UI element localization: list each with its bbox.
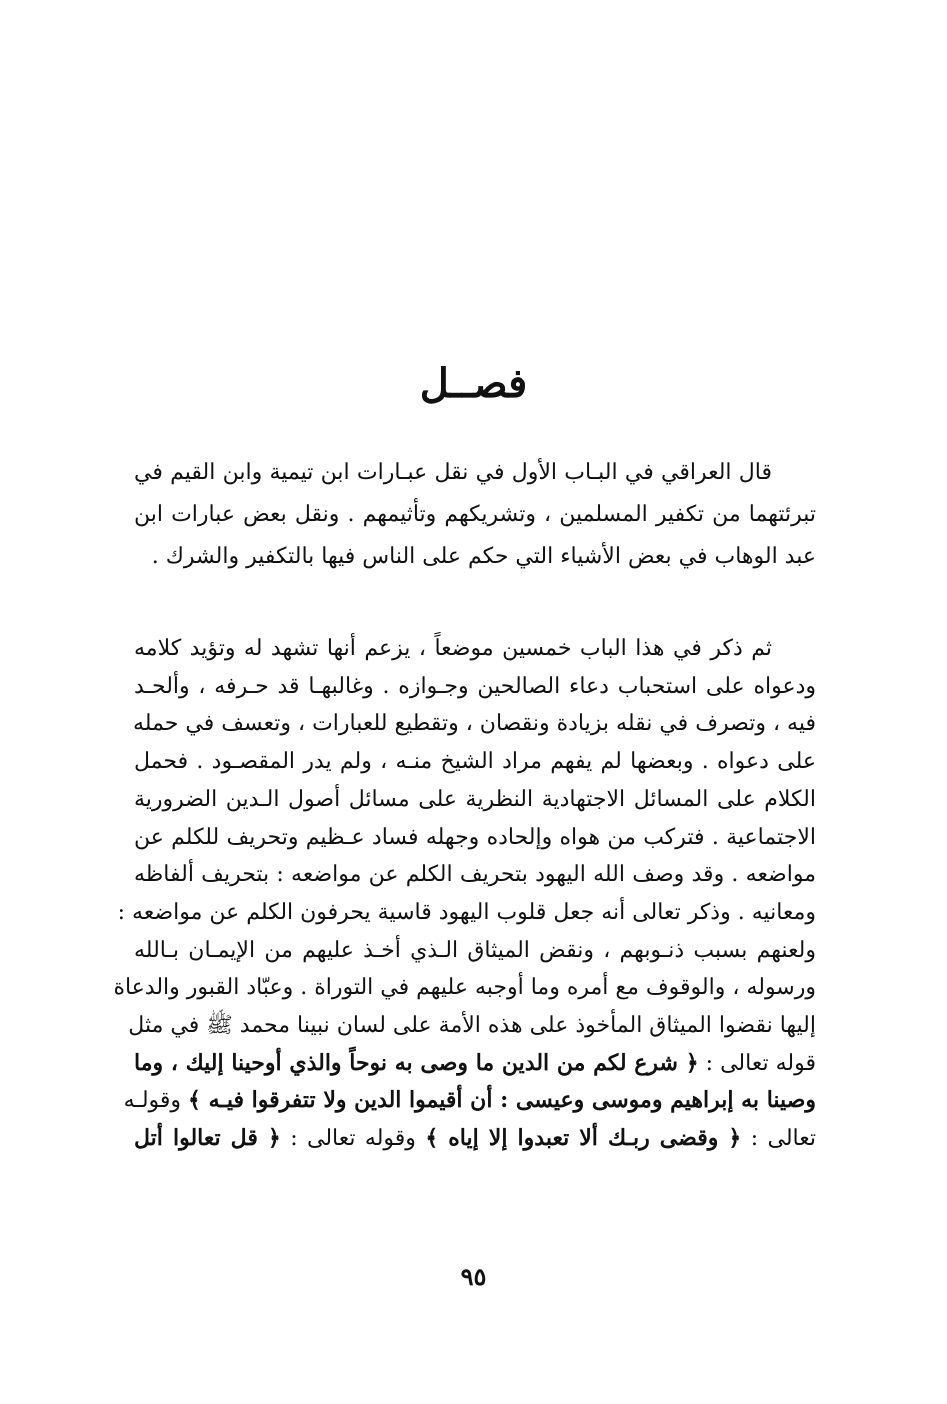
text-line: عبد الوهاب في بعض الأشياء التي حكم على الناس فيها بالتكفير والشرك . <box>151 544 816 569</box>
text-line: مواضعه . وقد وصف الله اليهود بتحريف الكلم عن مواضعه : بتحريف ألفاظه <box>134 862 816 888</box>
text-line <box>134 1120 816 1158</box>
text-line: إليها نقضوا الميثاق المأخوذ على هذه الأمة على لسان نبينا محمد ﷺ في مثل <box>128 1013 816 1039</box>
text-line: ولعنهم بسبب ذنـوبهم ، ونقض الميثاق الـذي أخـذ عليهم من الإيمـان بـالله <box>134 937 816 963</box>
quran-quote: ﴿ قل تعالوا أتل <box>134 1125 281 1152</box>
text-line: ورسوله ، والوقوف مع أمره وما أوجبه عليهم في التوراة . وعبّاد القبور والدعاة <box>113 975 816 1001</box>
text-line: فيه ، وتصرف في نقله بزيادة ونقصان ، وتقطيع للعبارات ، وتعسف في حمله <box>132 711 816 737</box>
text-line: ودعواه على استحباب دعاء الصالحين وجـوازه . وغالبهـا قد حـرفه ، وألحـد <box>134 673 816 699</box>
text-line: الكلام على المسائل الاجتهادية النظرية على مسائل أصول الـدين الضرورية <box>134 786 816 812</box>
quran-quote: ﴿ شرع لكم من الدين ما وصى به نوحاً والذي أوحينا إليك ، وما <box>134 1049 699 1076</box>
text-line: الاجتماعية . فتركب من هواه وإلحاده وجهله فساد عـظيم وتحريف للكلم عن <box>134 824 816 850</box>
text-span: قوله تعالى : <box>698 1050 816 1076</box>
text-line: ثم ذكر في هذا الباب خمسين موضعاً ، يزعم أنها تشهد له وتؤيد كلامه <box>134 636 772 661</box>
text-line: قال العراقي في البـاب الأول في نقل عبـارات ابن تيمية وابن القيم في <box>134 460 772 485</box>
text-span: وقوله تعالى : <box>280 1126 426 1152</box>
chapter-heading: فصــل <box>419 360 528 407</box>
paragraph-intro <box>134 452 816 578</box>
text-span: وقولـه <box>123 1088 189 1114</box>
text-line: ومعانيه . وذكر تعالى أنه جعل قلوب اليهود قاسية يحرفون الكلم عن مواضعه : <box>117 899 816 925</box>
text-line <box>123 1082 816 1120</box>
text-line <box>134 1045 816 1083</box>
text-line: تبرئتهما من تكفير المسلمين ، وتشريكهم وتأثيمهم . ونقل بعض عبارات ابن <box>134 502 816 527</box>
text-span: تعالى : <box>741 1126 816 1152</box>
page-number: ٩٥ <box>460 1262 487 1291</box>
paragraph-body <box>113 630 816 1158</box>
quran-quote: وصينا به إبراهيم وموسى وعيسى : أن أقيموا الدين ولا تتفرقوا فيـه ﴾ <box>188 1087 816 1114</box>
text-line: على دعواه . وبعضها لم يفهم مراد الشيخ منـه ، ولم يدر المقصـود . فحمل <box>134 749 816 775</box>
quran-quote: ﴿ وقضى ربـك ألا تعبدوا إلا إياه ﴾ <box>425 1125 742 1152</box>
